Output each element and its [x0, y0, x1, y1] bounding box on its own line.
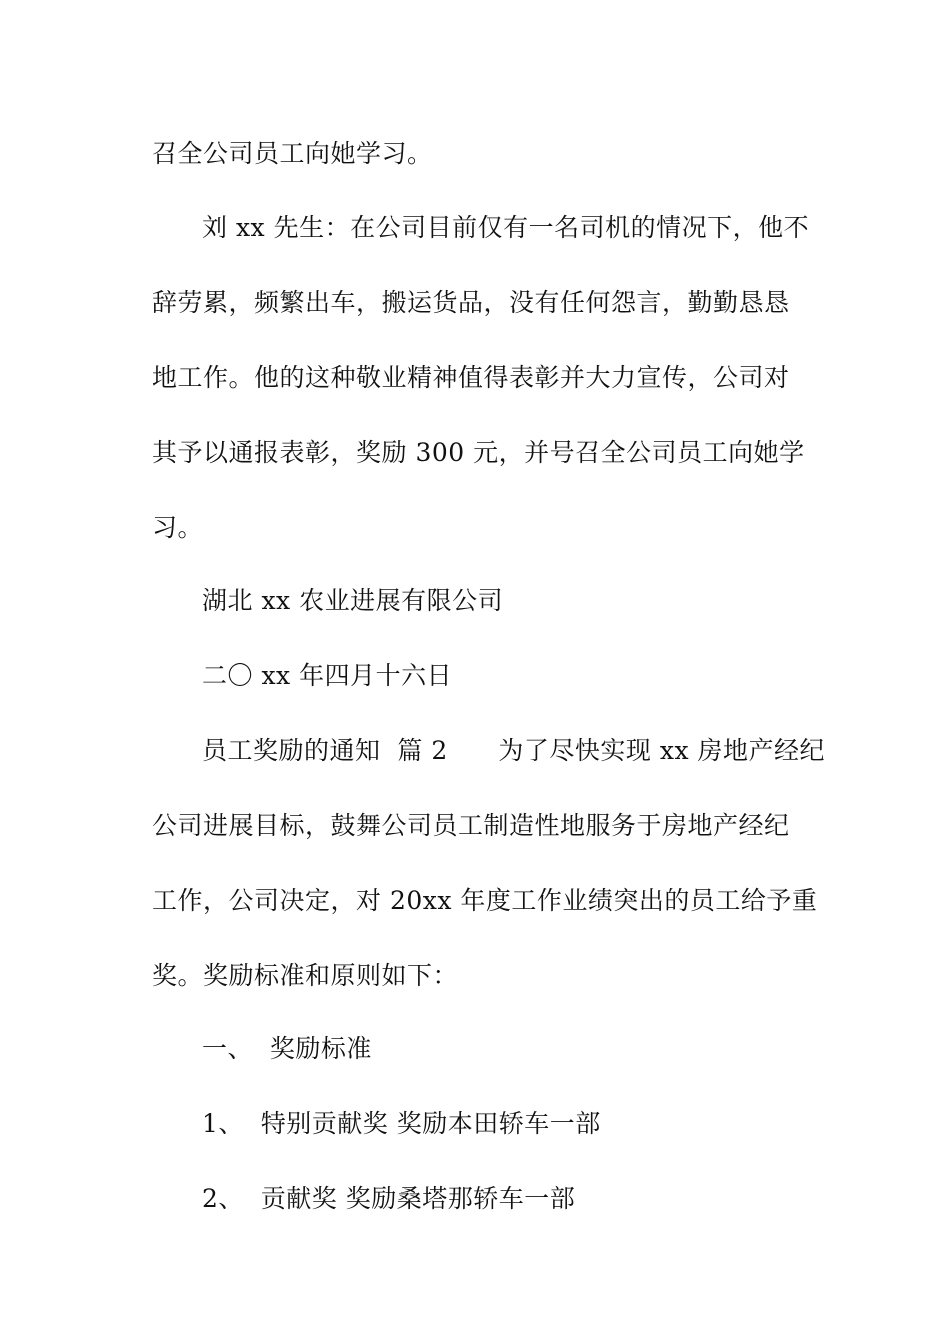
date-line: 二〇 xx 年四月十六日 [202, 661, 453, 690]
paragraph-line: 工作，公司决定，对 20xx 年度工作业绩突出的员工给予重 [152, 886, 818, 915]
paragraph-line: 公司进展目标，鼓舞公司员工制造性地服务于房地产经纪 [152, 811, 790, 840]
list-item: 1、 特别贡献奖 奖励本田轿车一部 [202, 1109, 601, 1138]
paragraph-line: 刘 xx 先生：在公司目前仅有一名司机的情况下，他不 [202, 213, 810, 242]
list-heading: 一、 奖励标准 [202, 1034, 372, 1063]
paragraph-line: 奖。奖励标准和原则如下： [152, 961, 459, 990]
list-item: 2、 贡献奖 奖励桑塔那轿车一部 [202, 1184, 576, 1213]
company-name: 湖北 xx 农业进展有限公司 [202, 586, 504, 615]
paragraph-line: 辞劳累，频繁出车，搬运货品，没有任何怨言，勤勤恳恳 [152, 288, 790, 317]
paragraph-line: 习。 [152, 513, 204, 542]
section-heading-line: 员工奖励的通知 篇 2 为了尽快实现 xx 房地产经纪 [202, 736, 826, 765]
paragraph-line: 召全公司员工向她学习。 [152, 139, 433, 168]
paragraph-line: 地工作。他的这种敬业精神值得表彰并大力宣传，公司对 [152, 363, 790, 392]
paragraph-line: 其予以通报表彰，奖励 300 元，并号召全公司员工向她学 [152, 438, 805, 467]
